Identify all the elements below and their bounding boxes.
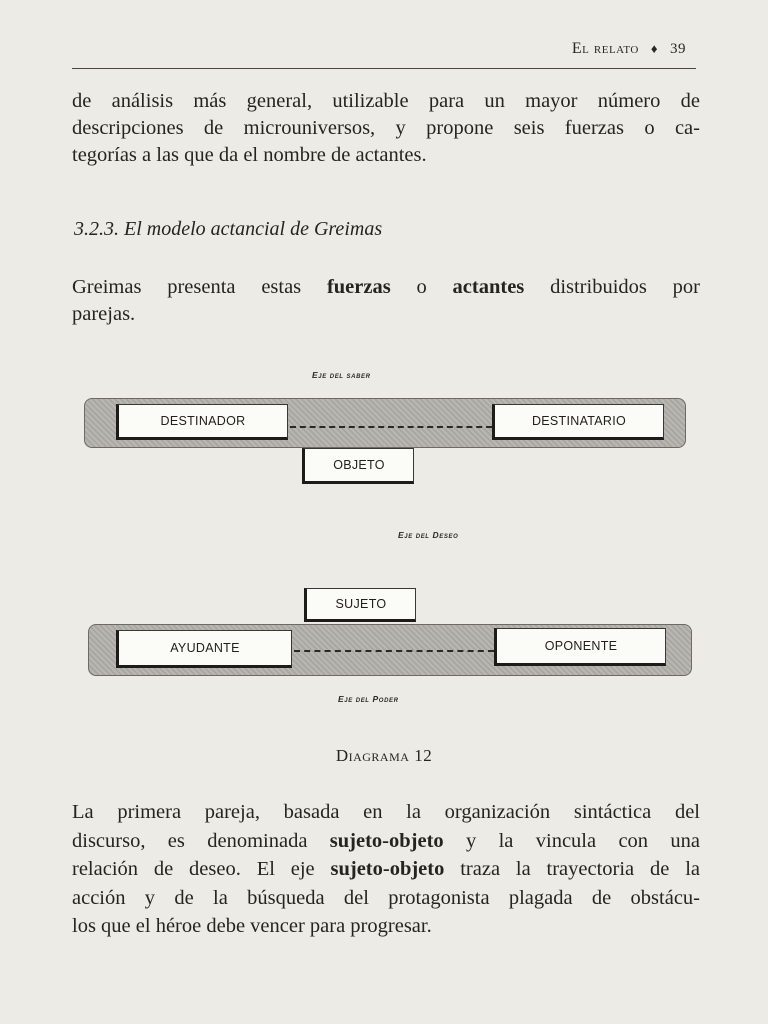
intro-line: de análisis más general, utilizable para un mayor número de — [72, 90, 700, 112]
bold-sujeto-objeto: sujeto-objeto — [330, 858, 445, 880]
final-line-2 — [72, 827, 700, 856]
dashed-connector-poder — [294, 650, 494, 652]
final-text: y la vincula con una — [443, 829, 700, 852]
axis-label-poder: Eje del Poder — [338, 694, 399, 704]
final-text: traza la trayectoria de la — [444, 858, 700, 880]
final-line-3 — [72, 855, 700, 884]
final-line-1: La primera pareja, basada en la organización sintáctica del — [72, 801, 700, 823]
caption-number: 12 — [414, 746, 433, 765]
running-head — [572, 40, 686, 58]
pairs-paragraph — [72, 274, 700, 328]
box-objeto: OBJETO — [302, 448, 414, 484]
final-paragraph — [72, 798, 700, 941]
bold-fuerzas: fuerzas — [326, 276, 391, 298]
page-number: 39 — [670, 40, 686, 57]
pairs-text: o — [390, 276, 453, 298]
box-destinador: DESTINADOR — [116, 404, 288, 440]
pairs-line-2: parejas. — [72, 303, 136, 325]
pairs-line-1 — [72, 274, 700, 301]
box-oponente: OPONENTE — [494, 628, 666, 666]
pairs-text: distribuidos por — [524, 276, 700, 298]
final-line-4: acción y de la búsqueda del protagonista plagada de obstácu- — [72, 886, 700, 909]
final-line-5: los que el héroe debe vencer para progresar. — [72, 915, 432, 937]
running-title: El relato — [571, 40, 639, 57]
section-title: 3.2.3. El modelo actancial de Greimas — [74, 218, 383, 240]
axis-label-saber: Eje del saber — [312, 370, 371, 380]
diagram-caption — [0, 746, 768, 766]
bold-actantes: actantes — [452, 276, 525, 298]
box-destinatario: DESTINATARIO — [492, 404, 664, 440]
axis-label-deseo: Eje del Deseo — [398, 530, 459, 540]
bold-sujeto-objeto: sujeto-objeto — [329, 829, 444, 852]
box-sujeto: SUJETO — [304, 588, 416, 622]
final-text: relación de deseo. El eje — [72, 858, 331, 880]
box-ayudante: AYUDANTE — [116, 630, 292, 668]
header-rule — [72, 68, 696, 69]
caption-label: Diagrama — [335, 746, 410, 765]
final-text: discurso, es denominada — [72, 829, 330, 852]
actantial-diagram — [0, 360, 768, 704]
diamond-icon: ♦ — [650, 41, 658, 56]
pairs-text: Greimas presenta estas — [72, 276, 327, 298]
intro-line: tegorías a las que da el nombre de actantes. — [72, 144, 427, 166]
intro-line: descripciones de microuniversos, y propone seis fuerzas o ca- — [72, 117, 700, 139]
dashed-connector-saber — [290, 426, 492, 428]
intro-paragraph — [72, 88, 700, 169]
